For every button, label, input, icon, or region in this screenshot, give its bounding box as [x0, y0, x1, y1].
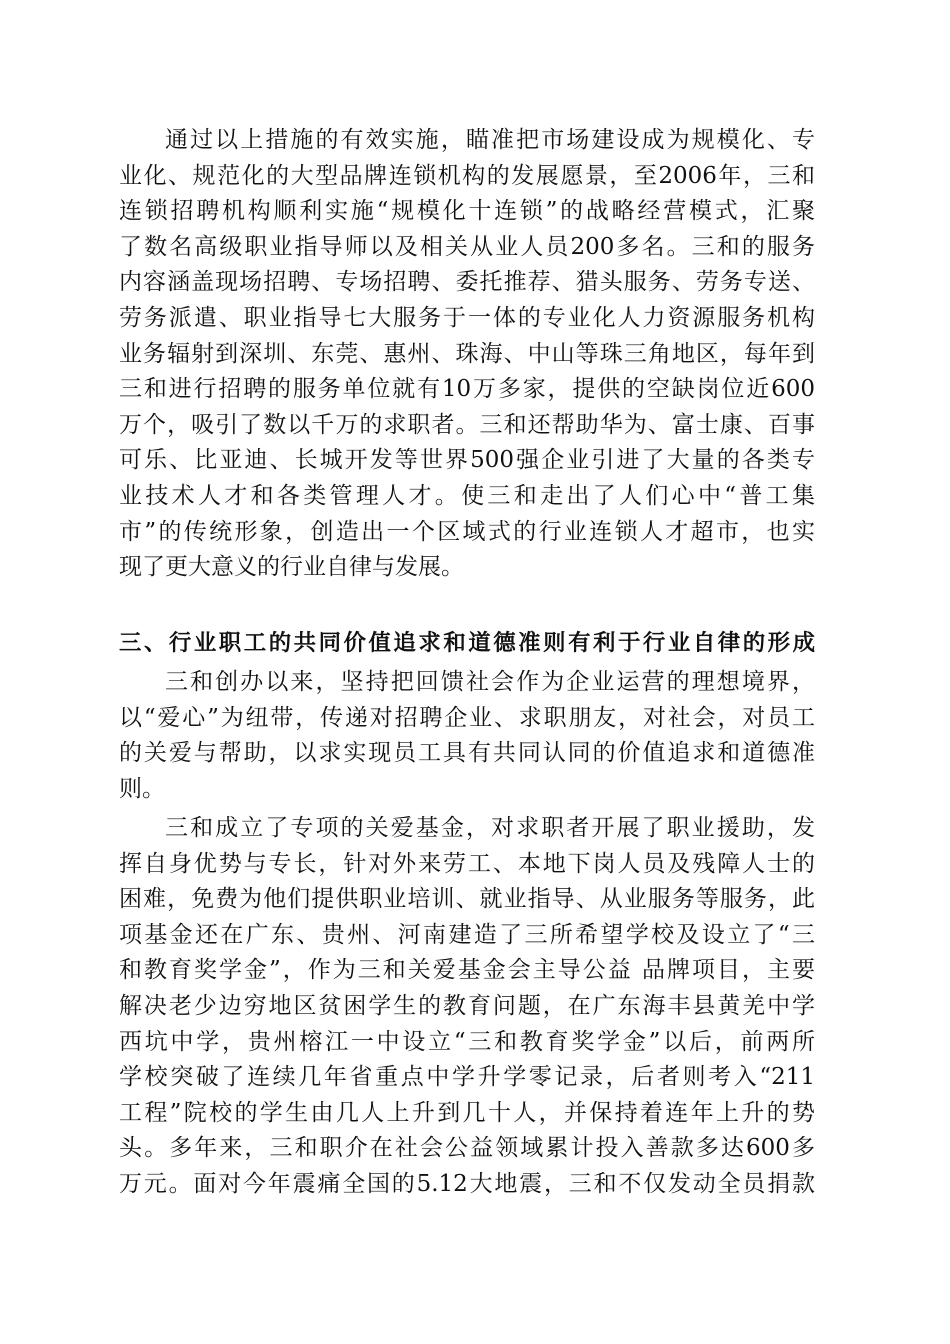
- paragraph-2-line: 三和创办以来，坚持把回馈社会作为企业运营的理想境界，: [165, 669, 815, 695]
- paragraph-1-line: 连锁招聘机构顺利实施“规模化十连锁”的战略经营模式，汇聚: [119, 198, 815, 225]
- paragraph-1-line: 业技术人才和各类管理人才。使三和走出了人们心中“普工集: [119, 482, 815, 509]
- paragraph-3-line: 西坑中学，贵州榕江一中设立“三和教育奖学金”以后，前两所: [119, 1028, 815, 1055]
- paragraph-3-line: 和教育奖学金”，作为三和关爱基金会主导公益 品牌项目，主要: [119, 957, 815, 984]
- paragraph-3-line: 挥自身优势与专长，针对外来劳工、本地下岗人员及残障人士的: [119, 850, 815, 877]
- paragraph-1-line: 了数名高级职业指导师以及相关从业人员200多名。三和的服务: [119, 233, 815, 260]
- paragraph-3-line: 万元。面对今年震痛全国的5.12大地震，三和不仅发动全员捐款: [119, 1170, 815, 1197]
- paragraph-1-line: 内容涵盖现场招聘、专场招聘、委托推荐、猎头服务、劳务专送、: [119, 269, 815, 296]
- paragraph-1-line: 市”的传统形象，创造出一个区域式的行业连锁人才超市，也实: [119, 518, 815, 545]
- paragraph-3-line: 困难，免费为他们提供职业培训、就业指导、从业服务等服务，此: [119, 886, 815, 913]
- paragraph-1-line: 可乐、比亚迪、长城开发等世界500强企业引进了大量的各类专: [119, 447, 815, 474]
- paragraph-2-line: 的关爱与帮助，以求实现员工具有共同认同的价值追求和道德准: [119, 740, 815, 767]
- paragraph-3-line: 工程”院校的学生由几人上升到几十人，并保持着连年上升的势: [119, 1099, 815, 1126]
- paragraph-3-line: 项基金还在广东、贵州、河南建造了三所希望学校及设立了“三: [119, 921, 815, 948]
- paragraph-2-line: 则。: [119, 775, 165, 802]
- paragraph-3-line: 解决老少边穷地区贫困学生的教育问题，在广东海丰县黄羌中学: [119, 992, 815, 1019]
- paragraph-1: [119, 123, 815, 586]
- paragraph-2-line: 以“爱心”为纽带，传递对招聘企业、求职朋友，对社会，对员工: [119, 704, 815, 731]
- paragraph-3-line: 三和成立了专项的关爱基金，对求职者开展了职业援助，发: [165, 815, 815, 841]
- paragraph-1-line: 通过以上措施的有效实施，瞄准把市场建设成为规模化、专: [165, 127, 815, 153]
- paragraph-1-line: 现了更大意义的行业自律与发展。: [119, 554, 464, 581]
- paragraph-1-line: 业化、规范化的大型品牌连锁机构的发展愿景，至2006年，三和: [119, 162, 815, 189]
- paragraph-3: [119, 811, 815, 1203]
- paragraph-1-line: 万个，吸引了数以千万的求职者。三和还帮助华为、富士康、百事: [119, 411, 815, 438]
- paragraph-1-line: 三和进行招聘的服务单位就有10万多家，提供的空缺岗位近600: [119, 376, 815, 403]
- section-heading: 三、行业职工的共同价值追求和道德准则有利于行业自律的形成: [119, 630, 815, 656]
- paragraph-3-line: 头。多年来，三和职介在社会公益领域累计投入善款多达600多: [119, 1135, 815, 1162]
- paragraph-3-line: 学校突破了连续几年省重点中学升学零记录，后者则考入“211: [119, 1064, 815, 1091]
- paragraph-1-line: 业务辐射到深圳、东莞、惠州、珠海、中山等珠三角地区，每年到: [119, 340, 815, 367]
- paragraph-1-line: 劳务派遣、职业指导七大服务于一体的专业化人力资源服务机构: [119, 304, 815, 331]
- paragraph-2: [119, 665, 815, 807]
